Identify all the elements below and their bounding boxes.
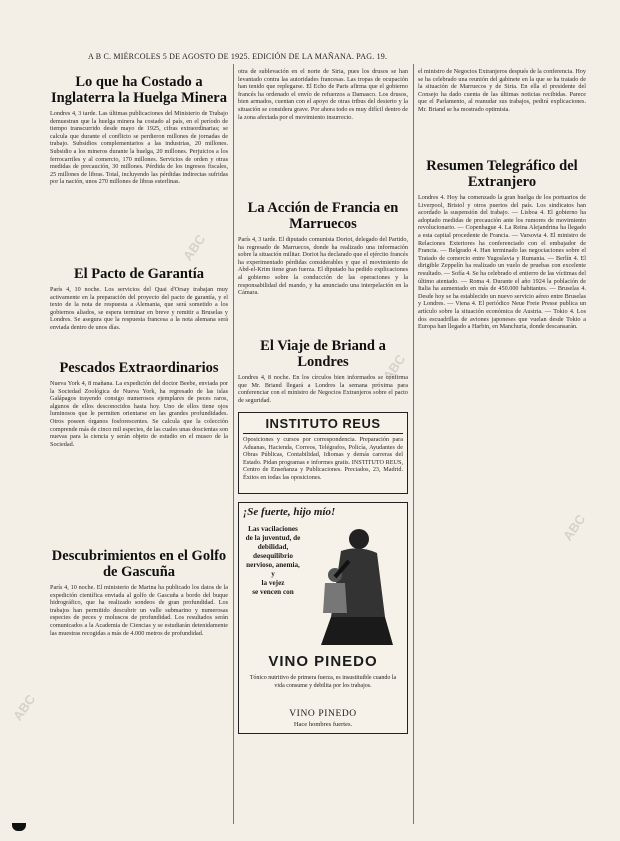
- article-body-pacto: París 4, 10 noche. Los servicios del Quai d'Orsay trabajan muy activamente en la preparación del proyecto del pacto de garantía, y el texto de la nota de respuesta a Alemania, que será sometido a los gobiernos aliados, se espera terminar en breve y remitir a Bruselas y Londres. Se asegura que la respuesta francesa a la nota alemana será enviada dentro de unos días.: [50, 286, 228, 331]
- claim-line: nervioso, anemia, y: [246, 561, 300, 578]
- article-body-continued: el ministro de Negocios Extranjeros después de la conferencia. Hoy se ha celebrado una reunión del gabinete en la que se ha tratado de la situación de Marruecos y de Siria. En ella el presidente del Consejo ha dado cuenta de las últimas noticias recibidas. Parece que el Parlamento, al reanudar sus trabajos, pedirá explicaciones. Mr. Briand se ha mostrado optimista.: [418, 68, 586, 113]
- advert-product: VINO PINEDO: [268, 653, 378, 670]
- headline-pescados: Pescados Extraordinarios: [59, 360, 219, 376]
- column-left: [50, 68, 228, 724]
- advert-body: Oposiciones y cursos por correspondencia. Preparación para Aduanas, Hacienda, Correos, Telégrafos, Policía, Ayudantes de Obras Públicas, Contabilidad, Idiomas y demás carreras del Estado. Pidan programas e informes gratis. INSTITUTO REUS, Centro de Enseñanza y Publicaciones. Preciados, 23, Madrid. Éxitos en todas las oposiciones.: [243, 436, 403, 481]
- headline-francia-marruecos: La Acción de Francia en Marruecos: [247, 200, 399, 232]
- running-head: A B C. MIÉRCOLES 5 DE AGOSTO DE 1925. EDICIÓN DE LA MAÑANA. PAG. 19.: [88, 52, 388, 61]
- advert-slogan: ¡Se fuerte, hijo mío!: [243, 506, 336, 518]
- advert-instituto-reus: [238, 412, 408, 494]
- page-corner-mark: [12, 823, 26, 831]
- watermark: ABC: [9, 691, 39, 724]
- article-body-resumen: Londres 4. Hoy ha comenzado la gran huelga de los portuarios de Liverpool, Bristol y otros puertos del país. Los sindicatos han acordado la suspensión del trabajo. — Lisboa 4. El gobierno ha adoptado medidas de precaución ante los rumores de movimiento revolucionario. — Copenhague 4. La Reina Alejandrina ha llegado a esta capital procedente de Francia. — Varsovia 4. El ministro de Relaciones Exteriores ha conferenciado con el embajador de Francia. — Belgrado 4. Han terminado las negociaciones sobre el Tratado de comercio entre Yugoslavia y Rumania. — Berlín 4. El dirigible Zeppelín ha realizado un vuelo de pruebas con excelente resultado. — Sofía 4. Se ha celebrado el entierro de las víctimas del último atentado. — Roma 4. Durante el año 1924 la población de Italia ha aumentado en más de 450.000 habitantes. — Bruselas 4. Desde hoy se ha establecido un nuevo servicio aéreo entre Bruselas y Londres. — Viena 4. El periódico Neue Freie Presse publica un artículo sobre la situación económica de Austria. — Tokio 4. Los dos escuadrillas de aviones japoneses que vuelan desde Tokio a Europa han llegado a Harbin, en Manchuria, donde descansarán.: [418, 194, 586, 331]
- column-right: [418, 68, 589, 794]
- column-middle: [238, 68, 408, 734]
- headline-viaje-briand: El Viaje de Briand a Londres: [260, 338, 386, 370]
- advert-vino-pinedo: [238, 502, 408, 734]
- claim-line: debilidad,: [257, 543, 289, 551]
- article-body-golfo: París 4, 10 noche. El ministerio de Marina ha publicado los datos de la expedición científica enviada al golfo de Gascuña a bordo del buque hidrográfico, que ha realizado sondeos de gran profundidad. Los trabajos han permitido descubrir un valle submarino y numerosas especies de peces y moluscos de profundidad. Los resultados serán comunicados a la Academia de Ciencias y se estudiarán detenidamente las muestras recogidas a más de 4.000 metros de profundidad.: [50, 584, 228, 637]
- claim-line: Las vacilaciones de la juventud, de: [245, 525, 301, 542]
- article-body-continued: otra de sublevación en el norte de Siria, pues los drusos se han levantado contra las autoridades francesas. Las tropas de ocupación han tenido que replegarse. El Echo de Paris afirma que el gobierno francés ha ordenado el envío de refuerzos a Damasco. Los drusos, bien armados, cuentan con el apoyo de otras tribus del desierto y la situación se considera grave. Por ahora todo es muy difícil dentro de la zona afectada por el movimiento insurrecto.: [238, 68, 408, 121]
- article-body-marruecos: París 4, 3 tarde. El diputado comunista Doriot, delegado del Partido, ha regresado de Marruecos, donde ha realizado una información sobre la situación militar. Doriot ha declarado que el ejército francés ha experimentado pérdidas considerables y que el movimiento de Abd-el-Krim tiene gran fuerza. El diputado ha pedido explicaciones al gobierno sobre la conducción de las operaciones y la responsabilidad del mando, y ha anunciado una interpelación en la Cámara.: [238, 236, 408, 297]
- article-body-huelga: Londres 4, 3 tarde. Las últimas publicaciones del Ministerio de Trabajo demuestran que la huelga minera ha costado al país, en el período de tiempo transcurrido desde mayo de 1925, cifras extraordinarias; se calcula que durante el conflicto se perdieron millones de jornadas de trabajo. Subsidios complementarios a las industrias, 20 millones. Subsidio a los mineros durante la huelga, 20 millones. Perjuicios a los ferrocarriles y al comercio, 170 millones. Servicios de orden y otras medidas de precaución, 30 millones. Pérdida de los ingresos fiscales, 25 millones de libras. Total, incluyendo las pérdidas indirectas sufridas por la nación, unos 270 millones de libras esterlinas.: [50, 110, 228, 186]
- column-divider: [233, 64, 234, 824]
- headline-golfo-gascuna: Descubrimientos en el Golfo de Gascuña: [51, 548, 227, 580]
- article-body-briand: Londres 4, 8 noche. En los círculos bien informados se confirma que Mr. Briand llegará a Londres la semana próxima para conferenciar con el ministro de Negocios Extranjeros sobre el pacto de seguridad.: [238, 374, 408, 404]
- advert-tagline: Hace hombres fuertes.: [293, 721, 353, 728]
- watermark: ABC: [179, 231, 209, 264]
- claim-line: la vejez: [261, 579, 285, 587]
- advert-claims: [245, 525, 301, 597]
- headline-resumen-telegrafico: Resumen Telegráfico del Extranjero: [426, 158, 578, 190]
- claim-line: desequilibrio: [253, 552, 293, 560]
- watermark: ABC: [379, 351, 409, 384]
- headline-pacto-garantia: El Pacto de Garantía: [73, 266, 205, 282]
- watermark: ABC: [559, 511, 589, 544]
- advert-product-repeat: VINO PINEDO: [289, 709, 357, 719]
- column-divider: [413, 64, 414, 824]
- headline-huelga-minera: Lo que ha Costado a Inglaterra la Huelga Minera: [51, 74, 227, 106]
- article-body-pescados: Nueva York 4, 8 mañana. La expedición del doctor Beebe, enviada por la Sociedad Zoológica de Nueva York, ha regresado de las islas Galápagos trayendo consigo numerosos ejemplares de peces raros, algunos de ellos desconocidos hasta hoy. Uno de ellos tiene ojos luminosos que le permiten orientarse en las grandes profundidades. Otros poseen órganos fosforescentes. Se calcula que la colección comprende más de cinco mil especies, de las cuales unas doscientas son nuevas para la ciencia y serán objeto de estudio en el museo de la Sociedad.: [50, 380, 228, 448]
- advert-description: Tónico nutritivo de primera fuerza, es insustituible cuando la vida consume y debilita por los trabajos.: [249, 675, 397, 689]
- claim-line: se vencen con: [252, 588, 294, 596]
- advert-title: INSTITUTO REUS: [243, 416, 403, 434]
- mother-child-illustration-icon: [301, 521, 401, 649]
